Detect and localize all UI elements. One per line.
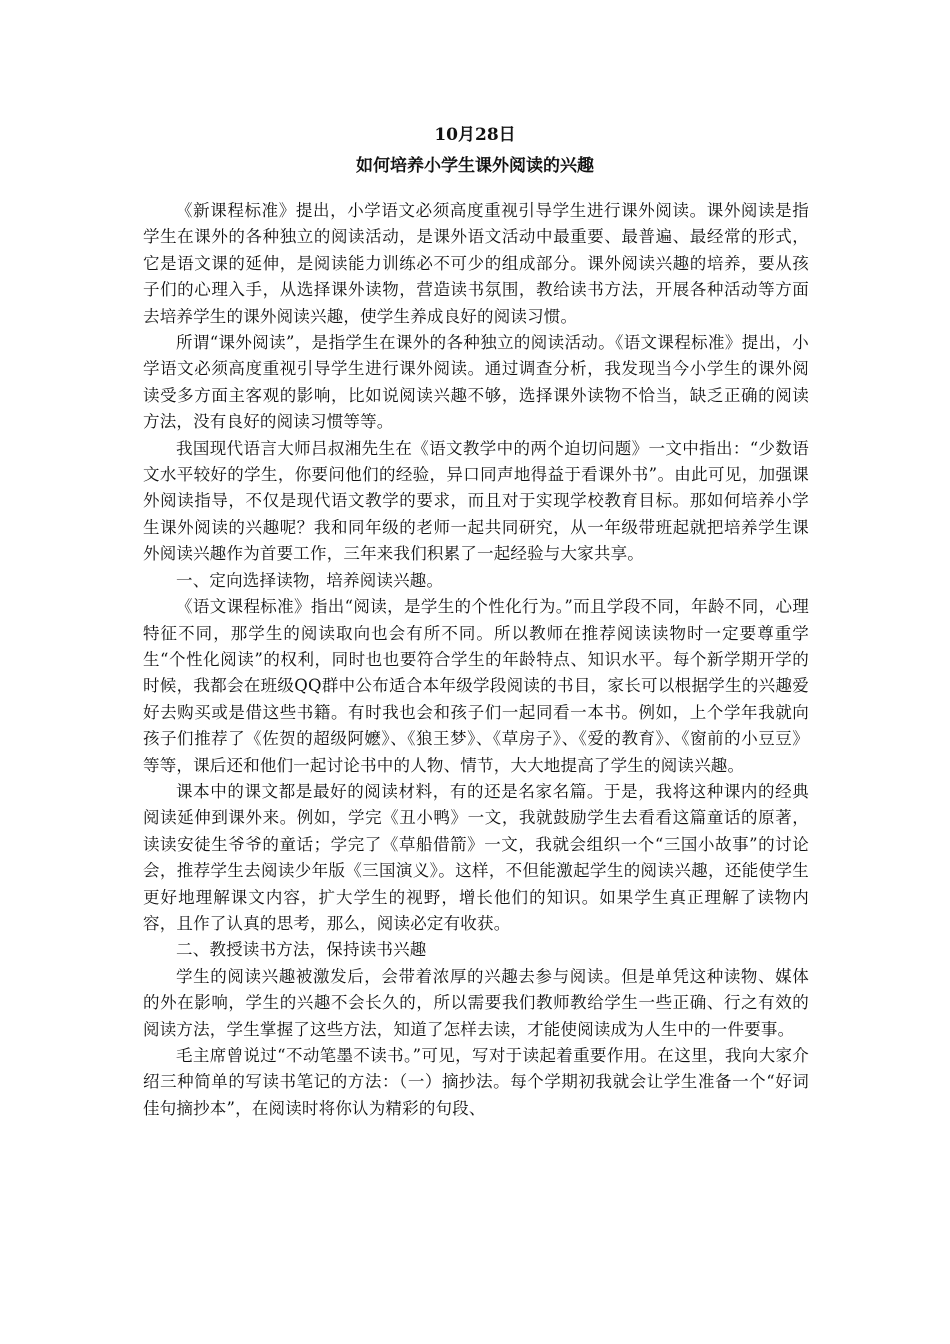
- paragraph-quote: 我国现代语言大师吕叔湘先生在《语文教学中的两个迫切问题》一文中指出：“少数语文水平较好的学生，你要问他们的经验，异口同声地得益于看课外书”。由此可见，加强课外阅读指导，不仅是现代语文教学的要求，而且对于实现学校教育目标。那如何培养小学生课外阅读的兴趣呢？我和同年级的老师一起共同研究，从一年级带班起就把培养学生课外阅读兴趣作为首要工作，三年来我们积累了一起经验与大家共享。: [143, 438, 809, 564]
- document-header: [0, 121, 950, 180]
- paragraph-definition: 所谓“课外阅读”，是指学生在课外的各种独立的阅读活动。《语文课程标准》提出，小学语文必须高度重视引导学生进行课外阅读。通过调查分析，我发现当今小学生的课外阅读受多方面主客观的影响，比如说阅读兴趣不够，选择课外读物不恰当，缺乏正确的阅读方法，没有良好的阅读习惯等等。: [143, 333, 809, 432]
- paragraph-intro: 《新课程标准》提出，小学语文必须高度重视引导学生进行课外阅读。课外阅读是指学生在课外的各种独立的阅读活动，是课外语文活动中最重要、最普遍、最经常的形式，它是语文课的延伸，是阅读能力训练必不可少的组成部分。课外阅读兴趣的培养，要从孩子们的心理入手，从选择课外读物，营造读书氛围，教给读书方法，开展各种活动等方面去培养学生的课外阅读兴趣，使学生养成良好的阅读习惯。: [143, 201, 809, 326]
- document-body: [143, 198, 809, 1122]
- paragraph-notes: 毛主席曾说过“不动笔墨不读书。”可见，写对于读起着重要作用。在这里，我向大家介绍三种简单的写读书笔记的方法：（一）摘抄法。每个学期初我就会让学生准备一个“好词佳句摘抄本”，在阅读时将你认为精彩的句段、: [143, 1046, 809, 1118]
- document-title: 如何培养小学生课外阅读的兴趣: [356, 156, 594, 176]
- paragraph-methods: 学生的阅读兴趣被激发后，会带着浓厚的兴趣去参与阅读。但是单凭这种读物、媒体的外在影响，学生的兴趣不会长久的，所以需要我们教师教给学生一些正确、行之有效的阅读方法，学生掌握了这些方法，知道了怎样去读，才能使阅读成为人生中的一件要事。: [143, 966, 809, 1039]
- paragraph-textbook: 课本中的课文都是最好的阅读材料，有的还是名家名篇。于是，我将这种课内的经典阅读延伸到课外来。例如，学完《丑小鸭》一文，我就鼓励学生去看看这篇童话的原著，读读安徒生爷爷的童话；学完了《草船借箭》一文，我就会组织一个“三国小故事”的讨论会，推荐学生去阅读少年版《三国演义》。这样，不但能激起学生的阅读兴趣，还能使学生更好地理解课文内容，扩大学生的视野，增长他们的知识。如果学生真正理解了读物内容，且作了认真的思考，那么，阅读必定有收获。: [143, 781, 809, 933]
- paragraph-reading-choice: 《语文课程标准》指出“阅读，是学生的个性化行为。”而且学段不同，年龄不同，心理特征不同，那学生的阅读取向也会有所不同。所以教师在推荐阅读读物时一定要尊重学生“个性化阅读”的权利，同时也也要符合学生的年龄特点、知识水平。每个新学期开学的时候，我都会在班级QQ群中公布适合本年级学段阅读的书目，家长可以根据学生的兴趣爱好去购买或是借这些书籍。有时我也会和孩子们一起同看一本书。例如，上个学年我就向孩子们推荐了《佐贺的超级阿嬷》、《狼王梦》、《草房子》、《爱的教育》、《窗前的小豆豆》等等，课后还和他们一起讨论书中的人物、情节，大大地提高了学生的阅读兴趣。: [143, 597, 809, 775]
- section-heading-1: 一、定向选择读物，培养阅读兴趣。: [176, 570, 444, 590]
- document-date: 10月28日: [434, 125, 516, 145]
- section-heading-2: 二、教授读书方法，保持读书兴趣: [176, 940, 427, 960]
